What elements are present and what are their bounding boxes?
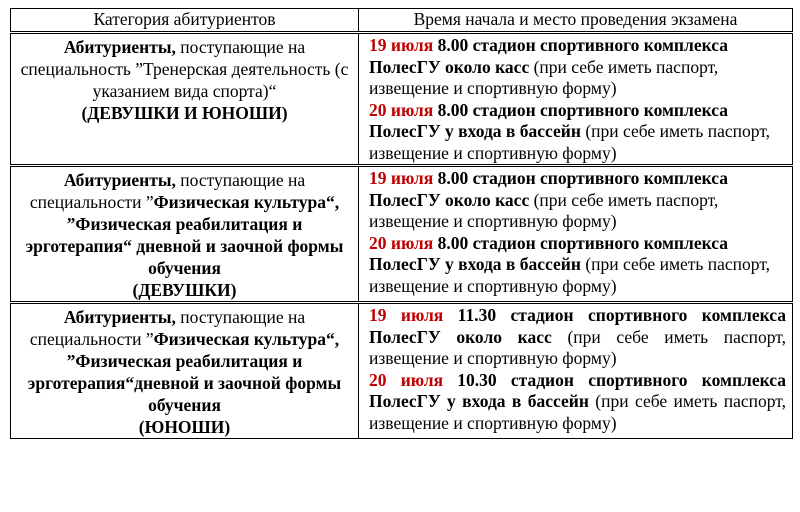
exam-date: 19 июля — [369, 168, 434, 188]
exam-note: (при себе иметь паспорт, извещение и спортивную форму) — [369, 121, 771, 163]
exam-entry — [369, 370, 786, 435]
exam-note: (при себе иметь паспорт, извещение и спортивную форму) — [369, 391, 786, 433]
exam-date: 20 июля — [369, 99, 434, 120]
category-group: (ДЕВУШКИ И ЮНОШИ) — [81, 103, 288, 123]
header-category: Категория абитуриентов — [11, 9, 359, 33]
category-text: поступающие на специальности ” — [29, 307, 306, 349]
category-lead: Абитуриенты, — [63, 170, 176, 190]
exam-cell — [359, 33, 793, 166]
exam-note: (при себе иметь паспорт, извещение и спортивную форму) — [369, 254, 771, 296]
category-group: (ЮНОШИ) — [138, 417, 231, 437]
exam-entry — [369, 233, 786, 298]
exam-note: (при себе иметь паспорт, извещение и спортивную форму) — [369, 56, 719, 98]
exam-info: 8.00 стадион спортивного комплекса ПолесГУ около касс — [369, 168, 728, 210]
exam-entry — [369, 305, 786, 370]
exam-date: 19 июля — [369, 305, 444, 325]
category-group: (ДЕВУШКИ) — [132, 280, 237, 300]
exam-note: (при себе иметь паспорт, извещение и спортивную форму) — [369, 189, 719, 231]
category-specialty: Физическая культура“, ”Физическая реабилитация и эрготерапия“дневной и заочной формы обучения — [27, 329, 342, 415]
category-cell — [11, 166, 359, 303]
exam-info: 8.00 стадион спортивного комплекса ПолесГУ около касс — [369, 35, 728, 77]
category-lead: Абитуриенты, — [63, 307, 176, 327]
category-cell — [11, 33, 359, 166]
exam-entry — [369, 35, 786, 100]
header-exam-time-place: Время начала и место проведения экзамена — [359, 9, 793, 33]
exam-date: 20 июля — [369, 232, 434, 253]
exam-schedule-table — [10, 8, 793, 439]
category-lead: Абитуриенты, — [63, 37, 176, 57]
exam-info: 10.30 стадион спортивного комплекса ПолесГУ у входа в бассейн — [369, 369, 786, 411]
table-row — [11, 166, 793, 303]
exam-info: 8.00 стадион спортивного комплекса ПолесГУ у входа в бассейн — [369, 232, 728, 274]
exam-cell — [359, 166, 793, 303]
category-cell — [11, 303, 359, 439]
exam-entry — [369, 100, 786, 165]
exam-date: 20 июля — [369, 369, 444, 390]
category-text: поступающие на специальности ” — [29, 170, 306, 212]
exam-info: 8.00 стадион спортивного комплекса ПолесГУ у входа в бассейн — [369, 99, 728, 141]
exam-note: (при себе иметь паспорт, извещение и спортивную форму) — [369, 326, 787, 368]
category-specialty: Физическая культура“, ”Физическая реабилитация и эрготерапия“ дневной и заочной формы обучения — [25, 192, 344, 278]
table-row — [11, 33, 793, 166]
exam-cell — [359, 303, 793, 439]
table-row — [11, 303, 793, 439]
exam-entry — [369, 168, 786, 233]
exam-date: 19 июля — [369, 35, 434, 55]
table-header-row — [11, 9, 793, 33]
exam-info: 11.30 стадион спортивного комплекса ПолесГУ около касс — [369, 305, 786, 347]
category-text: поступающие на специальность ”Тренерская деятельность (с указанием вида спорта)“ — [20, 37, 349, 101]
